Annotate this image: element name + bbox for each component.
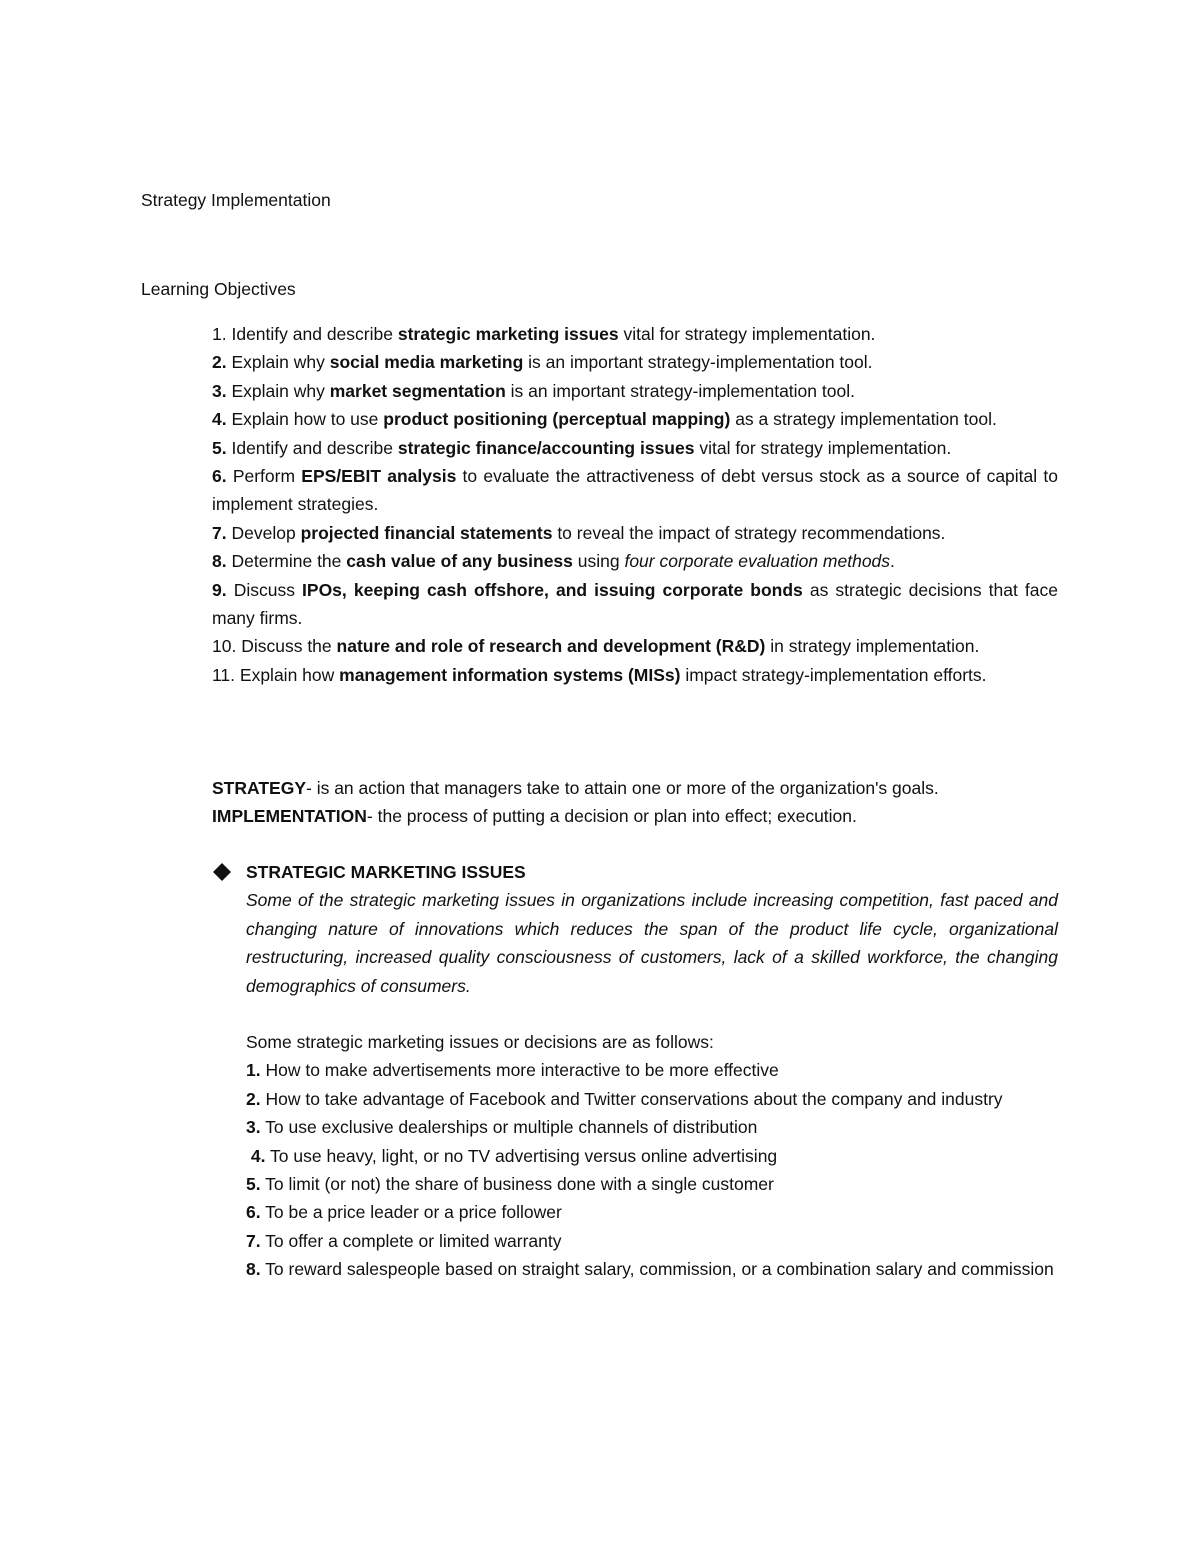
objective-text: Identify and describe	[231, 324, 398, 344]
objective-text: in strategy implementation.	[765, 636, 980, 657]
decision-number: 1.	[246, 1060, 261, 1081]
objective-text: is an important strategy-implementation tool.	[505, 380, 855, 401]
objectives-list	[212, 320, 1058, 689]
objective-text: is an important strategy-implementation tool.	[523, 352, 873, 373]
objective-item	[212, 405, 1058, 433]
objective-keyword: nature and role of research and development (R&D)	[336, 636, 766, 657]
objective-item	[212, 320, 1058, 348]
section-heading: STRATEGIC MARKETING ISSUES	[246, 862, 526, 882]
decision-item	[246, 1056, 1058, 1084]
decision-text: How to make advertisements more interactive to be more effective	[265, 1060, 779, 1081]
objective-text: to reveal the impact of strategy recommendations.	[552, 522, 946, 543]
objective-number: 2.	[212, 352, 227, 373]
decision-number: 7.	[246, 1230, 261, 1251]
decision-text: To offer a complete or limited warranty	[265, 1230, 562, 1251]
decision-text: To be a price leader or a price follower	[265, 1202, 562, 1223]
objective-text: impact strategy-implementation efforts.	[680, 664, 987, 685]
objective-text: Explain why	[231, 380, 330, 401]
objective-keyword: projected financial statements	[300, 522, 553, 543]
decision-number: 8.	[246, 1259, 261, 1280]
objective-text: to evaluate the attractiveness of debt versus stock as a source of capital to implement strategies.	[212, 466, 1058, 515]
objective-number: 3.	[212, 380, 227, 401]
objective-keyword: IPOs, keeping cash offshore, and issuing corporate bonds	[302, 579, 803, 600]
objective-keyword: product positioning (perceptual mapping)	[383, 409, 731, 430]
definition-term: IMPLEMENTATION	[212, 806, 367, 827]
section-body	[246, 858, 1058, 1284]
objective-text: Explain why	[231, 352, 330, 373]
decision-text: To use exclusive dealerships or multiple channels of distribution	[265, 1117, 758, 1138]
objective-keyword: cash value of any business	[346, 551, 573, 572]
objective-number: 4.	[212, 409, 227, 430]
strategic-marketing-section	[212, 858, 1058, 1284]
decision-item	[246, 1142, 1058, 1170]
objective-item	[212, 434, 1058, 462]
objective-item	[212, 547, 1058, 575]
objective-keyword: management information systems (MISs)	[339, 664, 681, 685]
decision-text: How to take advantage of Facebook and Twitter conservations about the company and industry	[265, 1088, 1003, 1109]
objective-number: 7.	[212, 522, 227, 543]
definition-strategy	[212, 774, 1058, 802]
definition-implementation	[212, 802, 1058, 830]
decisions-intro: Some strategic marketing issues or decisions are as follows:	[246, 1032, 714, 1053]
objective-item	[212, 348, 1058, 376]
objective-text: Perform	[232, 466, 302, 487]
decision-text: To reward salespeople based on straight salary, commission, or a combination salary and commission	[265, 1259, 1054, 1280]
objective-keyword: market segmentation	[329, 380, 506, 401]
decisions-list	[246, 1056, 1058, 1283]
objective-number: 1.	[212, 324, 227, 344]
decision-item	[246, 1170, 1058, 1198]
decision-number: 5.	[246, 1174, 261, 1195]
definition-term: STRATEGY	[212, 778, 306, 798]
definitions	[212, 774, 1058, 831]
objective-item	[212, 462, 1058, 519]
objective-item	[212, 661, 1058, 689]
objective-number: 5.	[212, 437, 227, 458]
decision-text: To use heavy, light, or no TV advertising versus online advertising	[270, 1145, 778, 1166]
objective-keyword: strategic finance/accounting issues	[397, 437, 695, 458]
decision-number: 4.	[250, 1145, 266, 1166]
decision-item	[246, 1255, 1058, 1283]
decision-number: 2.	[246, 1088, 261, 1109]
objective-text: Identify and describe	[231, 437, 398, 458]
decision-text: To limit (or not) the share of business done with a single customer	[265, 1174, 774, 1195]
definition-text: - the process of putting a decision or plan into effect; execution.	[366, 806, 857, 827]
diamond-bullet-icon	[212, 862, 232, 882]
decision-number: 6.	[246, 1202, 261, 1223]
decision-item	[246, 1227, 1058, 1255]
decision-item	[246, 1085, 1058, 1113]
decision-item	[246, 1113, 1058, 1141]
objective-text: Discuss	[233, 579, 303, 600]
objective-number: 11.	[212, 664, 236, 685]
objective-text: vital for strategy implementation.	[618, 324, 876, 344]
objective-item	[212, 576, 1058, 633]
objective-keyword: social media marketing	[329, 352, 524, 373]
objective-text: using	[572, 551, 625, 572]
decision-number: 3.	[246, 1117, 261, 1138]
objective-keyword: EPS/EBIT analysis	[301, 466, 457, 487]
objective-number: 6.	[212, 466, 227, 487]
objective-text: vital for strategy implementation.	[694, 437, 952, 458]
objective-number: 8.	[212, 551, 227, 572]
objective-item	[212, 632, 1058, 660]
objective-text: Develop	[231, 522, 301, 543]
objective-text: Explain how to use	[231, 409, 384, 430]
decision-item	[246, 1198, 1058, 1226]
objective-text: Determine the	[231, 551, 347, 572]
objective-text: as strategic decisions that face many firms.	[212, 579, 1058, 629]
document-title: Strategy Implementation	[141, 190, 331, 210]
objective-text: as a strategy implementation tool.	[730, 409, 997, 430]
objective-text: .	[890, 551, 895, 572]
objective-text: Discuss the	[241, 636, 337, 657]
objective-emphasis: four corporate evaluation methods	[624, 551, 891, 572]
objective-item	[212, 519, 1058, 547]
section-intro: Some of the strategic marketing issues in organizations include increasing competition, fast paced and changing nature of innovations which reduces the span of the product life cycle, organizational restructuring, increased quality consciousness of customers, lack of a skilled workforce, the changing demographics of consumers.	[246, 890, 1058, 996]
objective-text: Explain how	[239, 664, 340, 685]
objective-keyword: strategic marketing issues	[397, 324, 619, 344]
objectives-heading: Learning Objectives	[141, 279, 296, 299]
objective-item	[212, 377, 1058, 405]
definition-text: - is an action that managers take to attain one or more of the organization's goals.	[306, 778, 939, 798]
objective-number: 9.	[212, 579, 227, 600]
objective-number: 10.	[212, 636, 237, 657]
